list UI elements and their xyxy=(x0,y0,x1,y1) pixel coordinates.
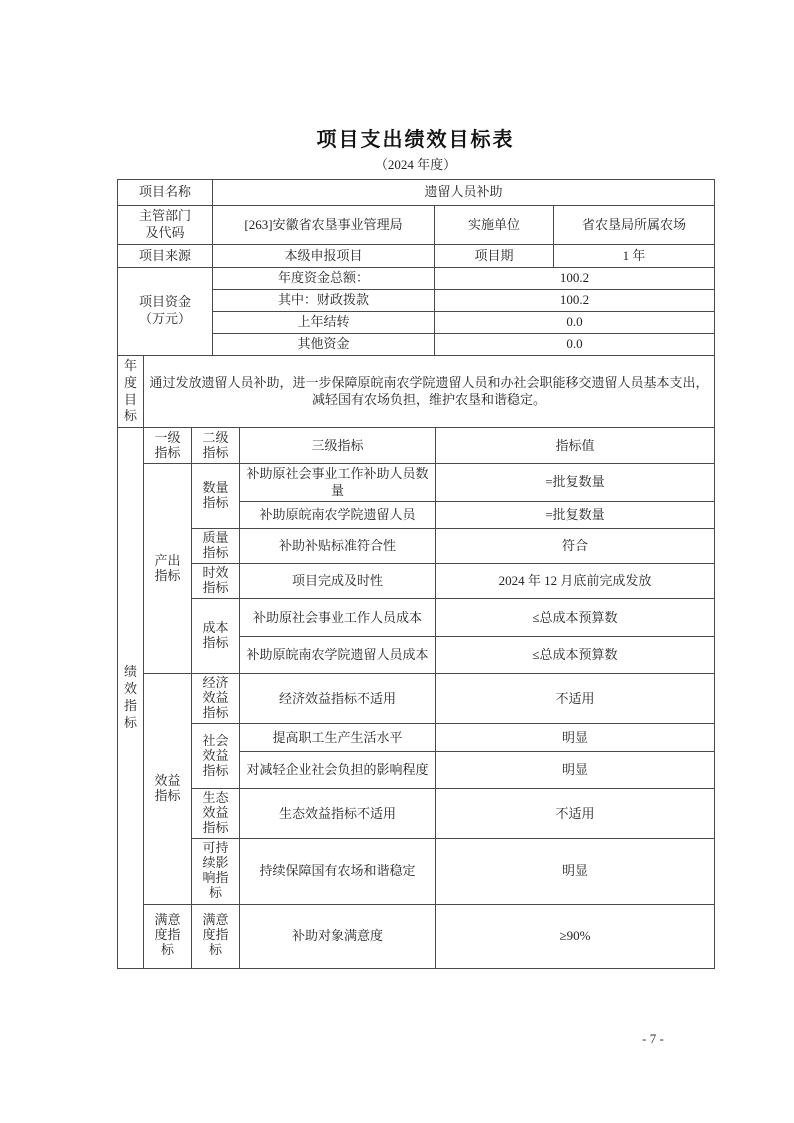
dept-label-text: 主管部门及代码 xyxy=(138,208,191,240)
document-sheet xyxy=(117,128,714,969)
indicator-level2-cell xyxy=(192,464,240,529)
indicator-value-cell: 明显 xyxy=(436,839,715,904)
header-value: 指标值 xyxy=(436,428,715,464)
indicator-level2-cell xyxy=(192,839,240,904)
project-name-value: 遗留人员补助 xyxy=(213,180,715,206)
funds-section-label-text: 项目资金（万元） xyxy=(138,294,191,327)
indicator-level2-cell xyxy=(192,904,240,968)
fund-row-label: 其他资金 xyxy=(213,333,435,355)
indicator-level3-cell: 生态效益指标不适用 xyxy=(240,789,436,839)
project-name-label: 项目名称 xyxy=(118,180,213,206)
impl-unit-value: 省农垦局所属农场 xyxy=(554,206,715,245)
fund-row-value: 0.0 xyxy=(435,333,715,355)
indicator-level1-text: 产出指标 xyxy=(154,552,181,583)
indicator-level3-cell: 提高职工生产生活水平 xyxy=(240,724,436,752)
fund-row-value: 100.2 xyxy=(435,289,715,311)
source-label: 项目来源 xyxy=(118,244,213,267)
dept-value: [263]安徽省农垦事业管理局 xyxy=(213,206,435,245)
annual-goal-label-text: 年度目标 xyxy=(123,357,137,424)
indicator-level1-cell xyxy=(144,674,192,904)
indicator-value-cell: =批复数量 xyxy=(436,464,715,502)
page-subtitle: （2024 年度） xyxy=(374,157,457,172)
source-value: 本级申报项目 xyxy=(213,244,435,267)
indicator-value-cell: ≥90% xyxy=(436,904,715,968)
header-level1-text: 一级指标 xyxy=(154,429,181,460)
indicator-level3-cell: 持续保障国有农场和谐稳定 xyxy=(240,839,436,904)
indicator-level2-cell xyxy=(192,528,240,563)
indicator-level2-cell xyxy=(192,564,240,599)
indicator-value-cell: 符合 xyxy=(436,528,715,563)
indicator-level3-cell: 补助原社会事业工作补助人员数量 xyxy=(240,464,436,502)
indicator-level3-cell: 经济效益指标不适用 xyxy=(240,674,436,724)
indicator-value-cell: 2024 年 12 月底前完成发放 xyxy=(436,564,715,599)
dept-label xyxy=(118,206,213,245)
indicator-level3-cell: 对减轻企业社会负担的影响程度 xyxy=(240,752,436,789)
indicator-level2-text: 生态效益指标 xyxy=(202,790,229,836)
annual-goal-table xyxy=(117,355,715,429)
indicator-level2-text: 可持续影响指标 xyxy=(202,840,229,901)
indicator-level2-text: 经济效益指标 xyxy=(202,675,229,721)
fund-row-value: 0.0 xyxy=(435,311,715,333)
indicator-level3-cell: 补助补贴标准符合性 xyxy=(240,528,436,563)
indicator-value-cell: ≤总成本预算数 xyxy=(436,599,715,637)
indicator-level3-cell: 补助原皖南农学院遗留人员 xyxy=(240,501,436,528)
indicator-level1-cell xyxy=(144,464,192,674)
page-title: 项目支出绩效目标表 xyxy=(316,129,515,151)
indicator-value-cell: 不适用 xyxy=(436,674,715,724)
indicator-level2-text: 满意度指标 xyxy=(202,912,229,958)
header-level1 xyxy=(144,428,192,464)
impl-unit-label: 实施单位 xyxy=(435,206,554,245)
fund-row-label: 其中：财政拨款 xyxy=(213,289,435,311)
period-value: 1 年 xyxy=(554,244,715,267)
annual-goal-text: 通过发放遗留人员补助，进一步保障原皖南农学院遗留人员和办社会职能移交遗留人员基本支出，减轻国有农场负担，维护农垦和谐稳定。 xyxy=(144,355,715,428)
indicator-value-cell: 明显 xyxy=(436,752,715,789)
indicator-level2-text: 质量指标 xyxy=(202,529,229,560)
indicator-level1-text: 效益指标 xyxy=(154,772,181,803)
indicator-value-cell: 不适用 xyxy=(436,789,715,839)
fund-row-label: 上年结转 xyxy=(213,311,435,333)
project-info-table xyxy=(117,179,715,356)
page-number: - 7 - xyxy=(642,1031,664,1046)
indicator-level3-cell: 补助原社会事业工作人员成本 xyxy=(240,599,436,637)
indicator-level3-cell: 项目完成及时性 xyxy=(240,564,436,599)
indicator-level2-text: 数量指标 xyxy=(202,480,229,510)
indicator-level2-cell xyxy=(192,724,240,789)
indicator-value-cell: 明显 xyxy=(436,724,715,752)
indicator-value-cell: ≤总成本预算数 xyxy=(436,637,715,674)
indicator-value-cell: =批复数量 xyxy=(436,501,715,528)
indicator-level1-cell xyxy=(144,904,192,968)
indicator-level2-text: 社会效益指标 xyxy=(202,732,229,778)
indicator-level3-cell: 补助对象满意度 xyxy=(240,904,436,968)
funds-section-label xyxy=(118,267,213,355)
indicators-section-label-text: 绩效指标 xyxy=(123,664,137,730)
indicator-level2-text: 成本指标 xyxy=(202,620,229,651)
annual-goal-label xyxy=(118,355,144,428)
indicator-level2-cell xyxy=(192,674,240,724)
header-level3: 三级指标 xyxy=(240,428,436,464)
indicator-level3-cell: 补助原皖南农学院遗留人员成本 xyxy=(240,637,436,674)
indicators-section-label xyxy=(118,428,144,968)
header-level2-text: 二级指标 xyxy=(202,429,229,460)
indicator-level2-text: 时效指标 xyxy=(202,565,229,595)
header-level2 xyxy=(192,428,240,464)
indicator-level2-cell xyxy=(192,599,240,674)
indicator-level2-cell xyxy=(192,789,240,839)
fund-row-label: 年度资金总额： xyxy=(213,267,435,289)
period-label: 项目期 xyxy=(435,244,554,267)
fund-row-value: 100.2 xyxy=(435,267,715,289)
indicators-table xyxy=(117,427,715,968)
indicator-level1-text: 满意度指标 xyxy=(154,912,181,958)
